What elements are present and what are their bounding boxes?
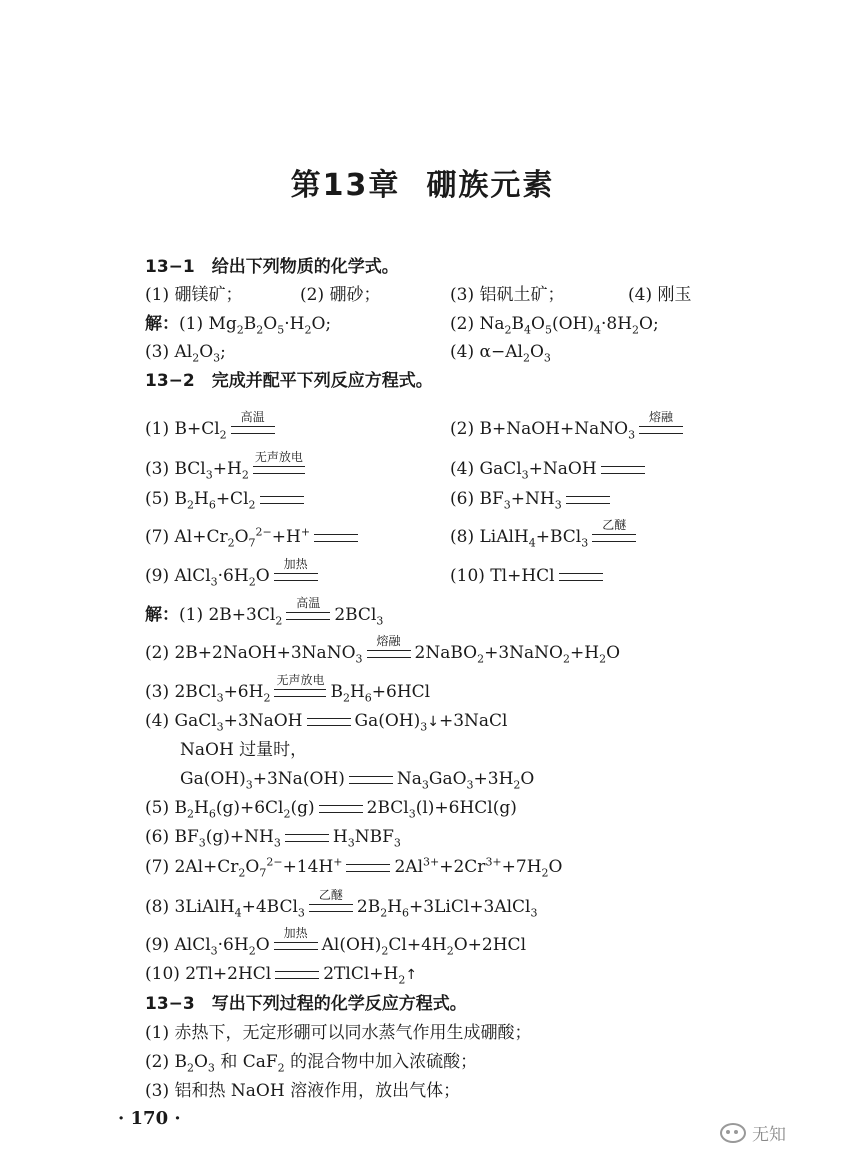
q2-item-1: (1) $B+Cl_2$ 高温	[145, 418, 279, 440]
wechat-icon	[720, 1123, 746, 1143]
q3-item-2: (2) $B_2O_3$ 和 CaF$_2$ 的混合物中加入浓硫酸；	[145, 1052, 478, 1075]
q1-answer-3: (3) $Al_2O_3$;	[145, 342, 226, 365]
q2-answer-8: (8) 3LiAlH$_4$+4BCl$_3$ 乙醚 $2B_2H_6+3LiCl+3AlCl_3$	[145, 887, 538, 920]
q2-item-10: (10) Tl+HCl	[450, 565, 607, 587]
q2-item-3: (3) $BCl_3+H_2$ 无声放电	[145, 449, 303, 482]
q2-answer-10: (10) 2Tl+2HCl $2TlCl+H_2↑$	[145, 964, 418, 987]
q2-item-2: (2) B+NaOH+NaNO$_3$ 熔融	[450, 418, 687, 440]
q1-item-4: (4) 刚玉	[628, 285, 692, 305]
q2-answer-4b: $Ga(OH)_3+3Na(OH)$ $Na_3GaO_3+3H_2O$	[180, 769, 535, 792]
q1-answer-1: 解：(1) $Mg_2B_2O_5\cdot H_2O$;	[145, 314, 332, 337]
q2-item-5: (5) $B_2H_6+Cl_2$	[145, 488, 308, 510]
question-13-2: 13−2 完成并配平下列反应方程式。	[145, 371, 433, 391]
question-13-3: 13−3 写出下列过程的化学反应方程式。	[145, 994, 467, 1014]
q1-item-2: (2) 硼砂；	[300, 285, 381, 305]
q2-item-4: (4) GaCl$_3$+NaOH	[450, 458, 649, 480]
q2-item-7: (7) $Al+Cr_2O_7^{2-}+H^+$	[145, 526, 362, 548]
q2-item-6: (6) $BF_3+NH_3$	[450, 488, 614, 510]
q2-answer-5: (5) $B_2H_6(g)+6Cl_2(g)$ 2BCl$_3$(l)+6HCl(g)	[145, 798, 517, 821]
q1-item-3: (3) 铝矾土矿；	[450, 285, 565, 305]
q2-answer-4-note: NaOH 过量时，	[180, 740, 308, 760]
q1-answer-4: (4) $\alpha-Al_2O_3$	[450, 342, 551, 365]
q2-answer-1: 解：(1) $2B+3Cl_2$ 高温 2BCl$_3$	[145, 595, 384, 628]
q3-item-1: (1) 赤热下，无定形硼可以同水蒸气作用生成硼酸；	[145, 1023, 532, 1043]
q1-item-1: (1) 硼镁矿；	[145, 285, 243, 305]
q2-answer-3: (3) $2BCl_3+6H_2$ 无声放电 $B_2H_6+6HCl$	[145, 672, 431, 705]
q2-answer-6: (6) $BF_3(g)+NH_3$ $H_3NBF_3$	[145, 827, 401, 850]
q1-answer-2: (2) $Na_2B_4O_5(OH)_4\cdot 8H_2O$;	[450, 314, 659, 337]
question-13-1: 13−1 给出下列物质的化学式。	[145, 257, 399, 277]
watermark: 无知	[720, 1120, 786, 1145]
q2-answer-7: (7) $2Al+Cr_2O_7^{2-}+14H^+$ $2Al^{3+}+2Cr^{3+}+7H_2O$	[145, 855, 563, 880]
q2-item-9: (9) $AlCl_3\cdot 6H_2O$ 加热	[145, 565, 322, 587]
q2-answer-9: (9) $AlCl_3\cdot 6H_2O$ 加热 $Al(OH)_2Cl+4H_2O+2HCl$	[145, 925, 527, 958]
page-number: · 170 ·	[118, 1108, 181, 1129]
q2-answer-4: (4) GaCl$_3$+3NaOH $Ga(OH)_3↓+3NaCl$	[145, 711, 508, 734]
q3-item-3: (3) 铝和热 NaOH 溶液作用，放出气体；	[145, 1081, 461, 1101]
q2-answer-2: (2) 2B+2NaOH+3NaNO$_3$ 熔融 $2NaBO_2+3NaNO_2+H_2O$	[145, 633, 620, 666]
q2-item-8: (8) LiAlH$_4$+BCl$_3$ 乙醚	[450, 526, 640, 548]
chapter-title: 第13章 硼族元素	[290, 168, 555, 203]
